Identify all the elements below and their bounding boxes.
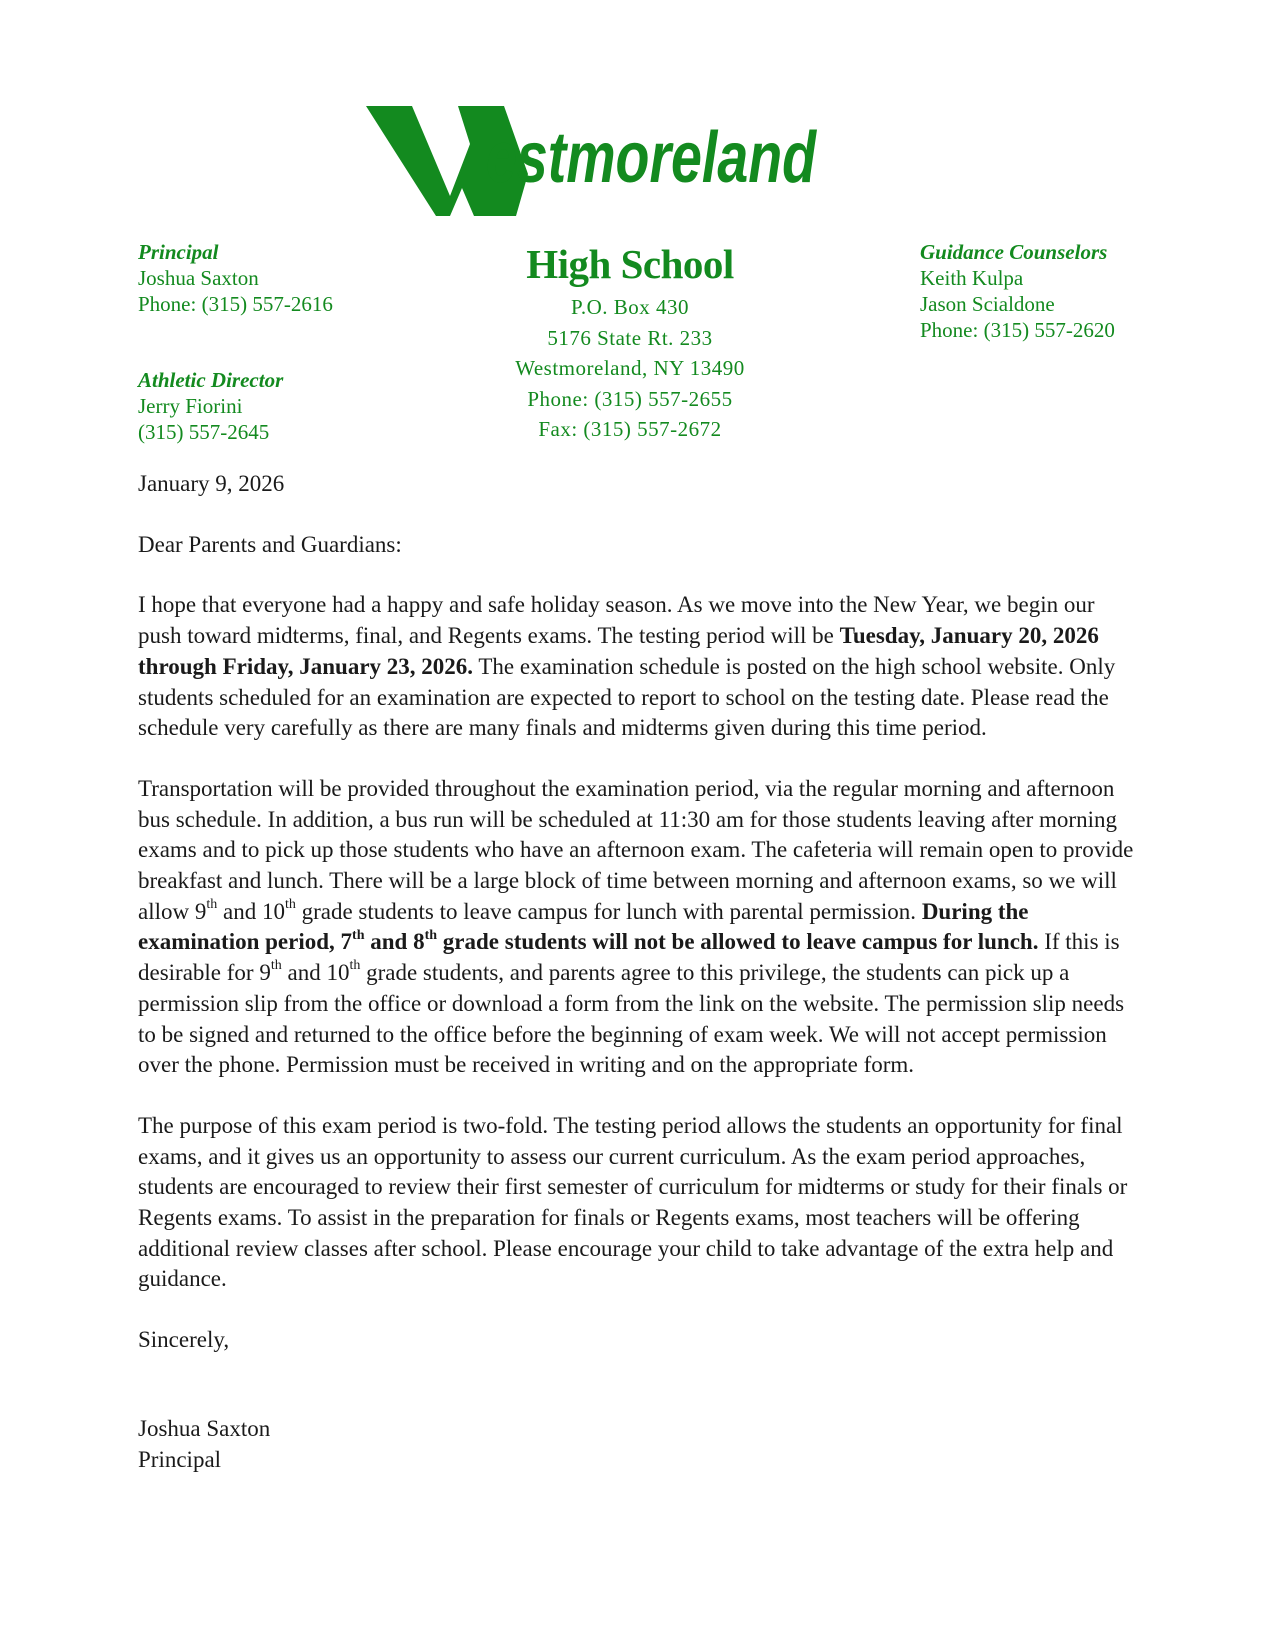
school-info <box>470 240 790 445</box>
guidance-name: Keith Kulpa <box>920 266 1024 290</box>
paragraph-testing-period <box>138 590 1138 744</box>
athletic-director-contact <box>138 367 283 445</box>
signer-title: Principal <box>138 1446 222 1472</box>
address-line: Fax: (315) 557-2672 <box>538 417 722 441</box>
principal-role: Principal <box>138 240 219 264</box>
address-line: Phone: (315) 557-2655 <box>527 386 733 411</box>
signature-space <box>138 1386 1138 1414</box>
school-address <box>470 292 790 445</box>
principal-contact <box>138 239 333 317</box>
guidance-phone: Phone: (315) 557-2620 <box>920 318 1115 342</box>
guidance-name: Jason Scialdone <box>920 292 1055 316</box>
salutation: Dear Parents and Guardians: <box>138 531 402 557</box>
paragraph-purpose: The purpose of this exam period is two-fold. The testing period allows the students an opportunity for final exams, and it gives us an opportunity to assess our current curriculum. As the exam period approaches, students are encouraged to review their first semester of curriculum for midterms or study for their finals or Regents exams. To assist in the preparation for finals or Regents exams, most teachers will be offering additional review classes after school. Please encourage your child to take advantage of the extra help and guidance. <box>138 1112 1128 1292</box>
text-run: and 10 <box>217 898 285 924</box>
text-run: grade students to leave campus for lunch with parental permission. <box>295 898 922 924</box>
guidance-role: Guidance Counselors <box>920 240 1108 264</box>
address-line: 5176 State Rt. 233 <box>547 325 713 350</box>
text-run: grade students will not be allowed to leave campus for lunch. <box>437 929 1039 955</box>
text-run: During the examination period, 7 <box>138 898 1029 955</box>
testing-dates: Tuesday, January 20, 2026 through Friday, January 23, 2026. <box>138 623 1099 679</box>
signer-name: Joshua Saxton <box>138 1415 271 1441</box>
superscript: th <box>284 897 296 913</box>
text-run: The examination schedule is posted on the high school website. Only students scheduled for an examination are expected to report to school on the testing date. Please read the schedule very carefully as there are many finals and midterms given during this time period. <box>138 653 1116 741</box>
superscript: th <box>206 897 218 913</box>
principal-name: Joshua Saxton <box>138 266 259 290</box>
paragraph-transportation <box>138 774 1138 1081</box>
superscript: th <box>352 927 365 943</box>
principal-phone: Phone: (315) 557-2616 <box>138 292 333 316</box>
address-line: P.O. Box 430 <box>570 295 690 319</box>
athletic-director-phone: (315) 557-2645 <box>138 420 270 444</box>
text-run: I hope that everyone had a happy and safe holiday season. As we move into the New Year, we begin our push toward midterms, final, and Regents exams. The testing period will be <box>138 592 1095 649</box>
logo-wordmark: estmoreland <box>486 118 818 198</box>
school-name: High School <box>526 241 734 287</box>
westmoreland-logo <box>366 104 826 230</box>
text-run: grade students, and parents agree to this privilege, the students can pick up a permission slip from the office or download a form from the link on the website. The permission slip needs to be signed and returned to the office before the beginning of exam week. We will not accept permission over the phone. Permission must be received in writing and on the appropriate form. <box>138 960 1125 1078</box>
text-run: and 10 <box>281 960 350 986</box>
superscript: th <box>424 927 438 943</box>
superscript: th <box>349 958 361 974</box>
text-run: Transportation will be provided throughout the examination period, via the regular morning and afternoon bus schedule. In addition, a bus run will be scheduled at 11:30 am for those students leaving after morning exams and to pick up those students who have an afternoon exam. The cafeteria will remain open to provide breakfast and lunch. There will be a large block of time between morning and afternoon exams, so we will allow 9 <box>138 775 1134 924</box>
text-run: If this is desirable for 9 <box>138 929 1120 986</box>
letter-body <box>138 469 1138 1475</box>
address-line: Westmoreland, NY 13490 <box>515 356 745 380</box>
text-run: and 8 <box>364 929 425 955</box>
athletic-director-name: Jerry Fiorini <box>138 394 243 418</box>
closing: Sincerely, <box>138 1327 230 1353</box>
guidance-contact <box>920 239 1115 343</box>
superscript: th <box>270 958 282 974</box>
athletic-director-role: Athletic Director <box>138 368 284 392</box>
letter-date: January 9, 2026 <box>138 471 285 496</box>
